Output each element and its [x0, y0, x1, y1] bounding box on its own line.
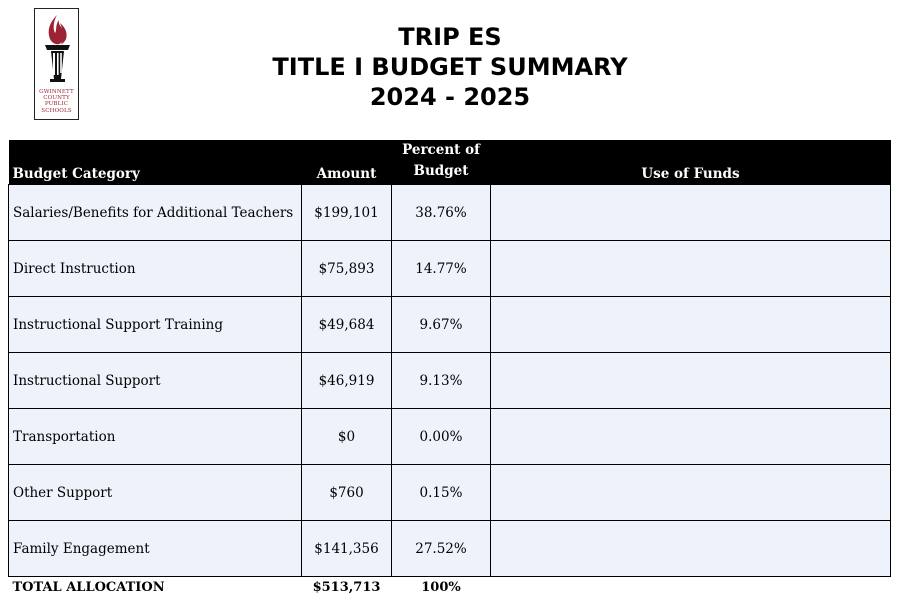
column-header-category: Budget Category	[9, 140, 302, 185]
use-of-funds-cell	[491, 241, 891, 297]
amount-cell: $141,356	[302, 521, 392, 577]
total-use-of-funds	[491, 577, 891, 599]
category-cell: Other Support	[9, 465, 302, 521]
column-header-percent-line2: Budget	[413, 163, 469, 179]
logo-line: PUBLIC	[44, 101, 69, 108]
category-cell: Transportation	[9, 409, 302, 465]
total-row	[9, 577, 891, 599]
column-header-percent-line1: Percent of	[402, 142, 480, 158]
category-cell: Instructional Support Training	[9, 297, 302, 353]
category-cell: Direct Instruction	[9, 241, 302, 297]
budget-table	[8, 140, 891, 599]
table-row	[9, 241, 891, 297]
report-title: TITLE I BUDGET SUMMARY	[272, 53, 628, 81]
amount-cell: $75,893	[302, 241, 392, 297]
percent-cell: 9.67%	[392, 297, 491, 353]
school-year: 2024 - 2025	[369, 83, 531, 111]
total-amount: $513,713	[302, 577, 392, 599]
logo-line: COUNTY	[43, 95, 70, 102]
category-cell: Family Engagement	[9, 521, 302, 577]
amount-cell: $49,684	[302, 297, 392, 353]
amount-cell: $199,101	[302, 185, 392, 241]
percent-cell: 9.13%	[392, 353, 491, 409]
table-row	[9, 353, 891, 409]
amount-cell: $0	[302, 409, 392, 465]
amount-cell: $760	[302, 465, 392, 521]
total-label: TOTAL ALLOCATION	[9, 577, 302, 599]
use-of-funds-cell	[491, 465, 891, 521]
table-header-row	[9, 140, 891, 185]
total-percent: 100%	[392, 577, 491, 599]
column-header-amount: Amount	[302, 140, 392, 185]
use-of-funds-cell	[491, 409, 891, 465]
logo-line: GWINNETT	[39, 89, 74, 95]
use-of-funds-cell	[491, 353, 891, 409]
column-header-use: Use of Funds	[491, 140, 891, 185]
use-of-funds-cell	[491, 521, 891, 577]
percent-cell: 0.00%	[392, 409, 491, 465]
amount-cell: $46,919	[302, 353, 392, 409]
column-header-percent	[392, 140, 491, 185]
school-name: TRIP ES	[398, 23, 502, 51]
logo-line: SCHOOLS	[41, 107, 72, 114]
page-title	[0, 22, 900, 112]
percent-cell: 0.15%	[392, 465, 491, 521]
percent-cell: 14.77%	[392, 241, 491, 297]
table-row	[9, 297, 891, 353]
category-cell: Salaries/Benefits for Additional Teachers	[9, 185, 302, 241]
table-row	[9, 185, 891, 241]
table-row	[9, 409, 891, 465]
table-row	[9, 521, 891, 577]
use-of-funds-cell	[491, 185, 891, 241]
category-cell: Instructional Support	[9, 353, 302, 409]
percent-cell: 27.52%	[392, 521, 491, 577]
percent-cell: 38.76%	[392, 185, 491, 241]
table-row	[9, 465, 891, 521]
use-of-funds-cell	[491, 297, 891, 353]
